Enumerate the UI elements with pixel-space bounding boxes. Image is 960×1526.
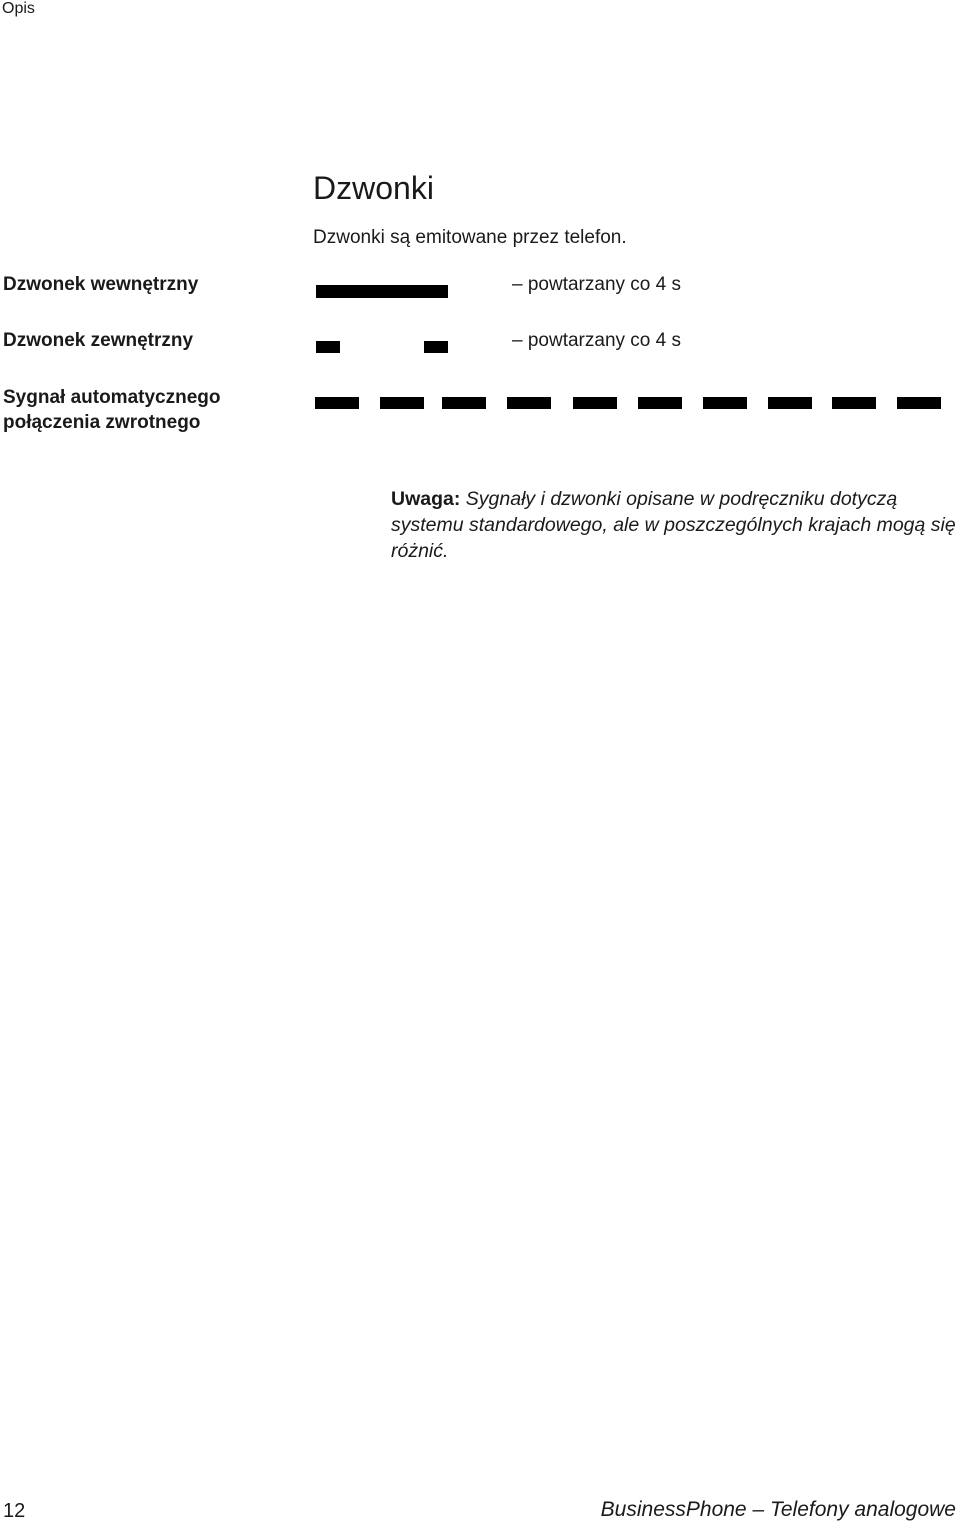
ring-label-callback-line2: połączenia zwrotnego [3,412,201,433]
ring-pulse-callback [638,397,682,409]
ring-pulse-callback [703,397,747,409]
ring-pulse-external [424,341,448,353]
ring-pulse-external [316,341,340,353]
note-text: Sygnały i dzwonki opisane w podręczniku dotyczą systemu standardowego, ale w poszczególnych krajach mogą się różnić. [391,488,956,562]
intro-text: Dzwonki są emitowane przez telefon. [313,227,627,248]
section-label: Opis [2,0,35,17]
ring-pulse-callback [507,397,551,409]
note-label: Uwaga: [391,488,461,510]
note-block [391,486,957,564]
ring-note-external: – powtarzany co 4 s [512,330,681,351]
ring-pulse-callback [380,397,424,409]
ring-pulse-internal [316,285,448,298]
ring-label-external: Dzwonek zewnętrzny [3,330,194,351]
page-number: 12 [3,1500,26,1522]
ring-label-internal: Dzwonek wewnętrzny [3,274,199,295]
ring-pulse-callback [897,397,941,409]
page-title: Dzwonki [313,170,434,206]
footer-title: BusinessPhone – Telefony analogowe [600,1498,956,1521]
ring-pulse-callback [768,397,812,409]
ring-pulse-callback [573,397,617,409]
ring-pulse-callback [442,397,486,409]
ring-pulse-callback [315,397,359,409]
ring-pulse-callback [832,397,876,409]
ring-label-callback-line1: Sygnał automatycznego [3,387,221,408]
ring-note-internal: – powtarzany co 4 s [512,274,681,295]
